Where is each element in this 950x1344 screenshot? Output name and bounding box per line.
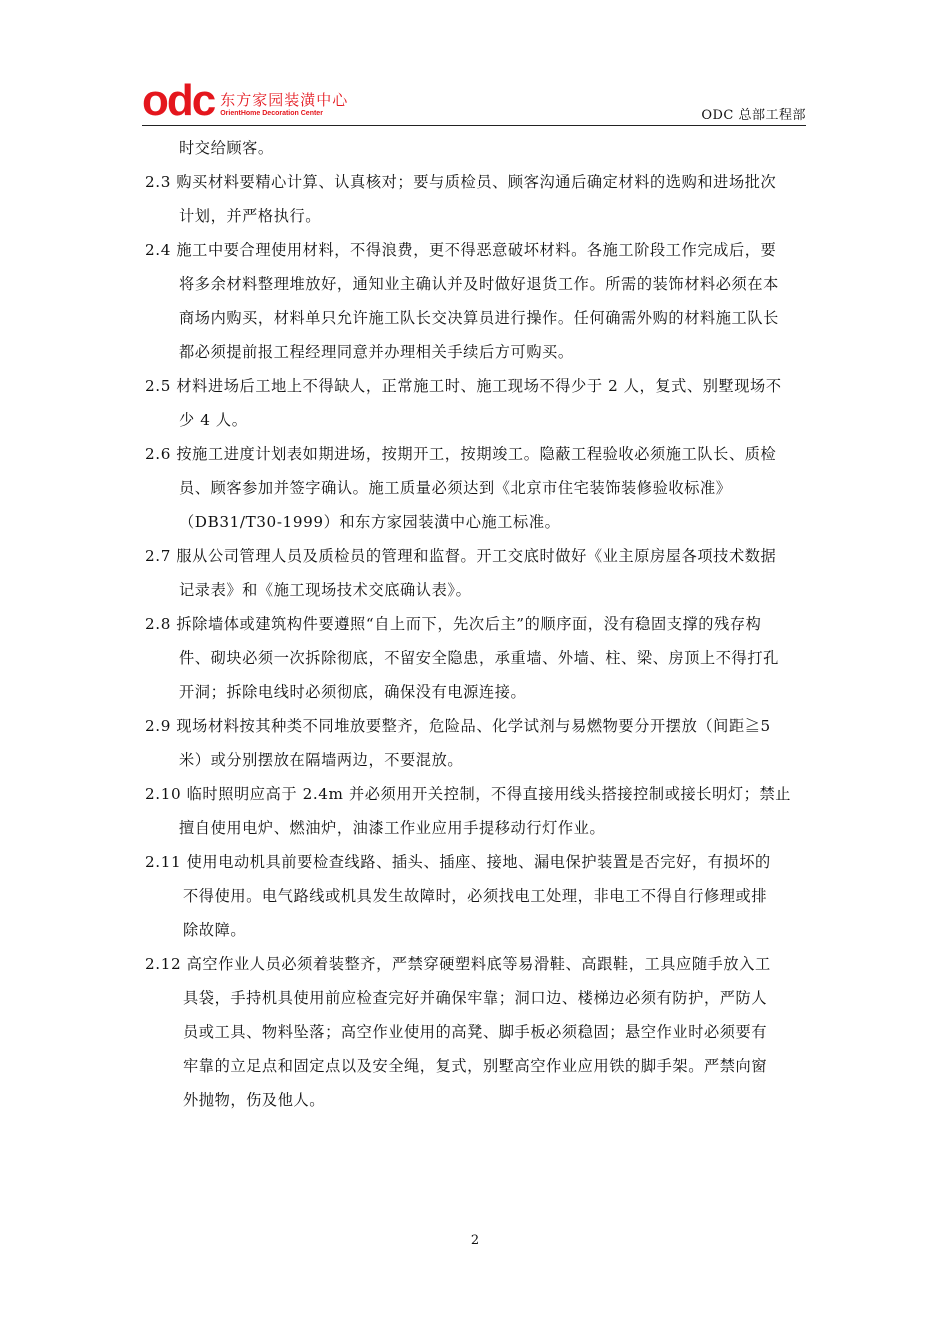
paragraph-line: 件、砌块必须一次拆除彻底，不留安全隐患，承重墙、外墙、柱、梁、房顶上不得打孔	[179, 649, 779, 667]
department-label: ODC 总部工程部	[701, 108, 806, 123]
paragraph-line: 员或工具、物料坠落；高空作业使用的高凳、脚手板必须稳固；悬空作业时必须要有	[183, 1023, 768, 1041]
paragraph-line: （DB31/T30-1999）和东方家园装潢中心施工标准。	[179, 513, 561, 531]
logo-text	[220, 92, 348, 118]
header-divider	[142, 125, 806, 126]
paragraph-line: 2.12 高空作业人员必须着装整齐，严禁穿硬塑料底等易滑鞋、高跟鞋，工具应随手放入工	[145, 955, 771, 973]
paragraph-line: 计划，并严格执行。	[179, 207, 322, 225]
odc-logo	[142, 76, 349, 125]
paragraph-line: 员、顾客参加并签字确认。施工质量必须达到《北京市住宅装饰装修验收标准》	[179, 479, 732, 497]
paragraph-line: 外抛物，伤及他人。	[183, 1091, 326, 1109]
paragraph-line: 开洞；拆除电线时必须彻底，确保没有电源连接。	[179, 683, 527, 701]
paragraph-line: 不得使用。电气路线或机具发生故障时，必须找电工处理，非电工不得自行修理或排	[183, 887, 768, 905]
paragraph-line: 2.8 拆除墙体或建筑构件要遵照“自上而下，先次后主”的顺序面，没有稳固支撑的残存构	[145, 615, 762, 633]
paragraph-line: 2.7 服从公司管理人员及质检员的管理和监督。开工交底时做好《业主原房屋各项技术数据	[145, 547, 777, 565]
paragraph-line: 2.4 施工中要合理使用材料，不得浪费，更不得恶意破坏材料。各施工阶段工作完成后，要	[145, 241, 777, 259]
paragraph-line: 2.10 临时照明应高于 2.4m 并必须用开关控制，不得直接用线头搭接控制或接长明灯；禁止	[145, 785, 792, 803]
logo-mark: odc	[142, 76, 215, 125]
page-number: 2	[470, 1233, 480, 1248]
paragraph-line: 都必须提前报工程经理同意并办理相关手续后方可购买。	[179, 343, 574, 361]
paragraph-line: 擅自使用电炉、燃油炉，油漆工作业应用手提移动行灯作业。	[179, 819, 606, 837]
paragraph-line: 商场内购买，材料单只允许施工队长交决算员进行操作。任何确需外购的材料施工队长	[179, 309, 779, 327]
paragraph-line: 2.11 使用电动机具前要检查线路、插头、插座、接地、漏电保护装置是否完好，有损坏的	[145, 853, 771, 871]
document-body	[145, 131, 807, 1117]
page-header	[142, 78, 806, 126]
paragraph-line: 牢靠的立足点和固定点以及安全绳，复式，别墅高空作业应用铁的脚手架。严禁向窗	[183, 1057, 768, 1075]
paragraph-line: 2.5 材料进场后工地上不得缺人，正常施工时、施工现场不得少于 2 人，复式、别墅现场不	[145, 377, 782, 395]
paragraph-line: 2.6 按施工进度计划表如期进场，按期开工，按期竣工。隐蔽工程验收必须施工队长、质检	[145, 445, 777, 463]
paragraph-line: 具袋，手持机具使用前应检查完好并确保牢靠；洞口边、楼梯边必须有防护，严防人	[183, 989, 768, 1007]
paragraph-line: 2.3 购买材料要精心计算、认真核对；要与质检员、顾客沟通后确定材料的选购和进场批次	[145, 173, 777, 191]
logo-english-name: OrientHome Decoration Center	[220, 110, 323, 117]
paragraph-line: 2.9 现场材料按其种类不同堆放要整齐，危险品、化学试剂与易燃物要分开摆放（间距≧5	[145, 717, 771, 735]
paragraph-line: 将多余材料整理堆放好，通知业主确认并及时做好退货工作。所需的装饰材料必须在本	[179, 275, 779, 293]
paragraph-line: 时交给顾客。	[179, 139, 274, 157]
paragraph-line: 少 4 人。	[179, 411, 248, 429]
paragraph-line: 米）或分别摆放在隔墙两边，不要混放。	[179, 751, 464, 769]
logo-chinese-name: 东方家园装潢中心	[220, 91, 349, 109]
paragraph-line: 除故障。	[183, 921, 247, 939]
paragraph-line: 记录表》和《施工现场技术交底确认表》。	[179, 581, 472, 599]
